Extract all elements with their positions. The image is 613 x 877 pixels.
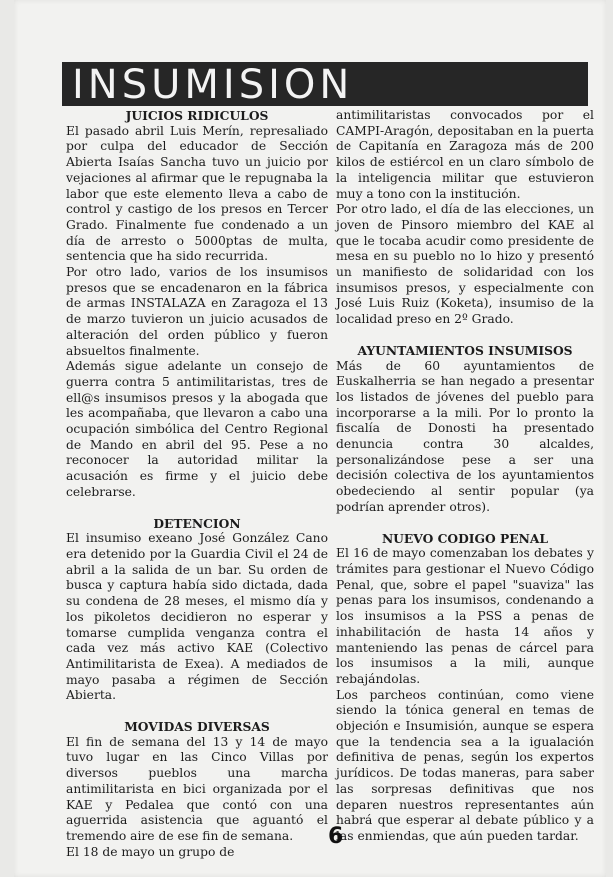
detencion-title: DETENCION	[153, 515, 241, 531]
right-column	[336, 108, 594, 845]
ayuntamientos-paragraph-1: Más de 60 ayuntamientos de Euskalherria se han negado a presentar los listados de jóvenes del pueblo para incorporarse a la mili. Por lo pronto la fiscalía de Donosti ha presentado denuncia contra 30 alcaldes, personalizándose pese a ser una decisión colectiva de los ayuntamientos obedeciendo al sentir popular (ya podrían aprender otros).	[336, 358, 594, 514]
left-column	[66, 108, 328, 860]
codigo-paragraph-1: El 16 de mayo comenzaban los debates y trámites para gestionar el Nuevo Código Penal, que, sobre el papel "suaviza" las penas para los insumisos, condenando a los insumisos a la PSS a penas de inhabilitación de hasta 14 años y manteniendo las penas de cárcel para los insumisos a la mili, aunque rebajándolas.	[336, 546, 594, 686]
movidas-paragraph-2-start: El 18 de mayo un grupo de	[66, 844, 235, 859]
section-header-title: INSUMISION	[72, 62, 354, 108]
juicios-paragraph-2: Por otro lado, varios de los insumisos presos que se encadenaron en la fábrica de armas INSTALAZA en Zaragoza el 13 de marzo tuvieron un juicio acusados de alteración del orden público y fueron absueltos finalmente.	[66, 265, 328, 358]
page-number: 6	[328, 824, 344, 849]
movidas-paragraph-3: Por otro lado, el día de las elecciones, un joven de Pinsoro miembro del KAE al que le tocaba acudir como presidente de mesa en su pueblo no lo hizo y presentó un manifiesto de solidaridad con los insumisos presos, y especialmente con José Luis Ruiz (Koketa), insumiso de la localidad preso en 2º Grado.	[336, 202, 594, 327]
movidas-title: MOVIDAS DIVERSAS	[124, 719, 270, 735]
juicios-paragraph-1: El pasado abril Luis Merín, represaliado por culpa del educador de Sección Abierta Isaías Sancha tuvo un juicio por vejaciones al afirmar que le repugnaba la labor que este elemento lleva a cabo de control y castigo de los presos en Tercer Grado. Finalmente fue condenado a un día de arresto o 5000ptas de multa, sentencia que ha sido recurrida.	[66, 123, 328, 264]
juicios-title: JUICIOS RIDICULOS	[125, 108, 269, 123]
movidas-paragraph-1: El fin de semana del 13 y 14 de mayo tuvo lugar en las Cinco Villas por diversos pueblos una marcha antimilitarista en bici organizada por el KAE y Pedalea que contó con una aguerrida asistencia que aguantó el tremendo aire de ese fin de semana.	[66, 734, 328, 843]
detencion-paragraph-1: El insumiso exeano José González Cano era detenido por la Guardia Civil el 24 de abril a la salida de un bar. Su orden de busca y captura había sido dictada, dada su condena de 28 meses, el mismo día y los pikoletos decidieron no esperar y tomarse cumplida venganza contra el cada vez más activo KAE (Colectivo Antimilitarista de Exea). A mediados de mayo pasaba a régimen de Sección Abierta.	[66, 531, 328, 703]
codigo-title: NUEVO CODIGO PENAL	[381, 530, 549, 546]
codigo-paragraph-2: Los parcheos continúan, como viene siendo la tónica general en temas de objeción e Insumisión, aunque se espera que la tendencia sea a la igualación definitiva de penas, según los expertos jurídicos. De todas maneras, para saber las sorpresas definitivas que nos deparen nuestros representantes aún habrá que esperar al debate público y a las enmiendas, que aún pueden tardar.	[336, 687, 594, 843]
juicios-paragraph-3: Además sigue adelante un consejo de guerra contra 5 antimilitaristas, tres de ell@s insumisos presos y la abogada que les acompañaba, que llevaron a cabo una ocupación simbólica del Centro Regional de Mando en abril del 95. Pese a no reconocer la autoridad militar la acusación es firme y el juicio debe celebrarse.	[66, 359, 328, 499]
ayuntamientos-title: AYUNTAMIENTOS INSUMISOS	[357, 342, 573, 358]
section-header-bar	[62, 62, 588, 106]
movidas-paragraph-2-continued: antimilitaristas convocados por el CAMPI-Aragón, depositaban en la puerta de Capitanía en Zaragoza más de 200 kilos de estiércol en un claro símbolo de la inteligencia militar que estuvieron muy a tono con la institución.	[336, 108, 594, 201]
